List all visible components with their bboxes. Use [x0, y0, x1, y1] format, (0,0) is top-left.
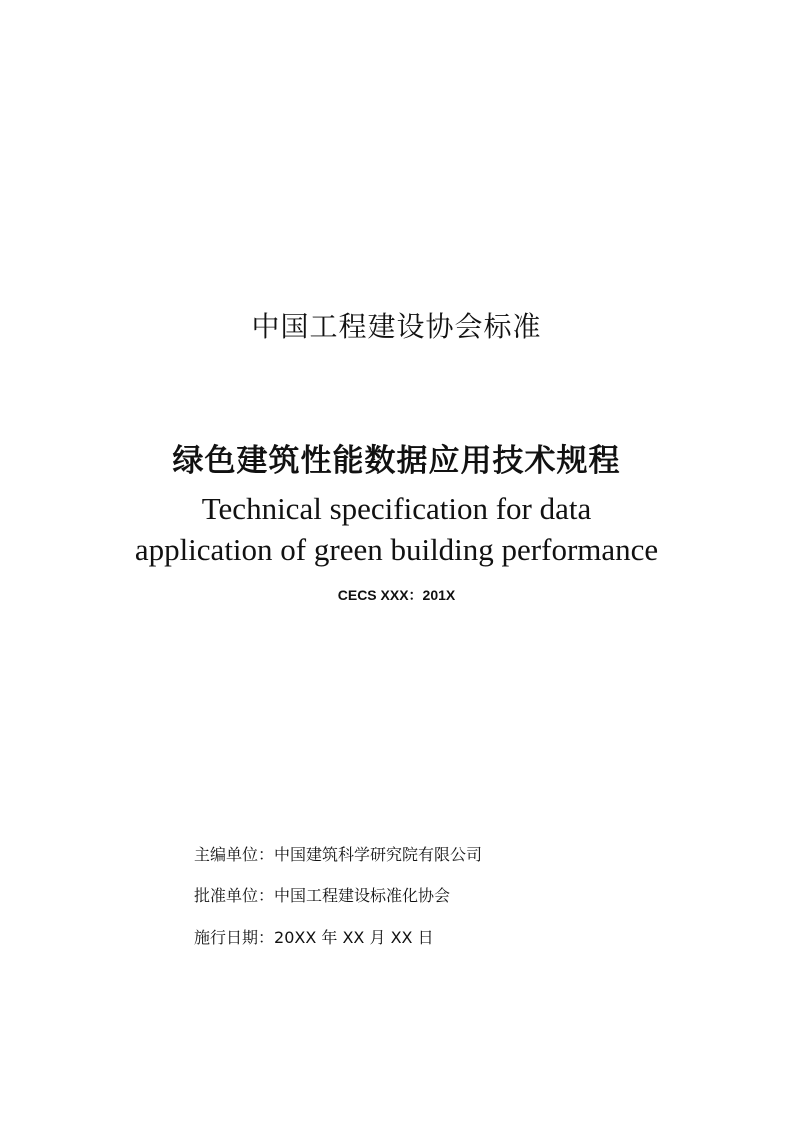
approver-unit-label: 批准单位：: [194, 886, 275, 905]
approver-unit-row: [194, 883, 450, 906]
association-standard-heading: 中国工程建设协会标准: [251, 310, 542, 343]
effective-date-value: 20XX 年 XX 月 XX 日: [274, 928, 434, 947]
title-english: [0, 488, 793, 570]
effective-date-row: [194, 925, 434, 948]
editor-unit-value: 中国建筑科学研究院有限公司: [274, 845, 483, 864]
standard-code: CECS XXX：201X: [337, 587, 456, 603]
effective-date-label: 施行日期：: [194, 928, 275, 947]
editor-unit-label: 主编单位：: [194, 845, 275, 864]
approver-unit-value: 中国工程建设标准化协会: [274, 886, 451, 905]
title-chinese: 绿色建筑性能数据应用技术规程: [172, 443, 621, 479]
title-english-line-1: Technical specification for data: [201, 491, 592, 526]
title-english-line-2: application of green building performance: [134, 532, 659, 567]
editor-unit-row: [194, 842, 482, 865]
